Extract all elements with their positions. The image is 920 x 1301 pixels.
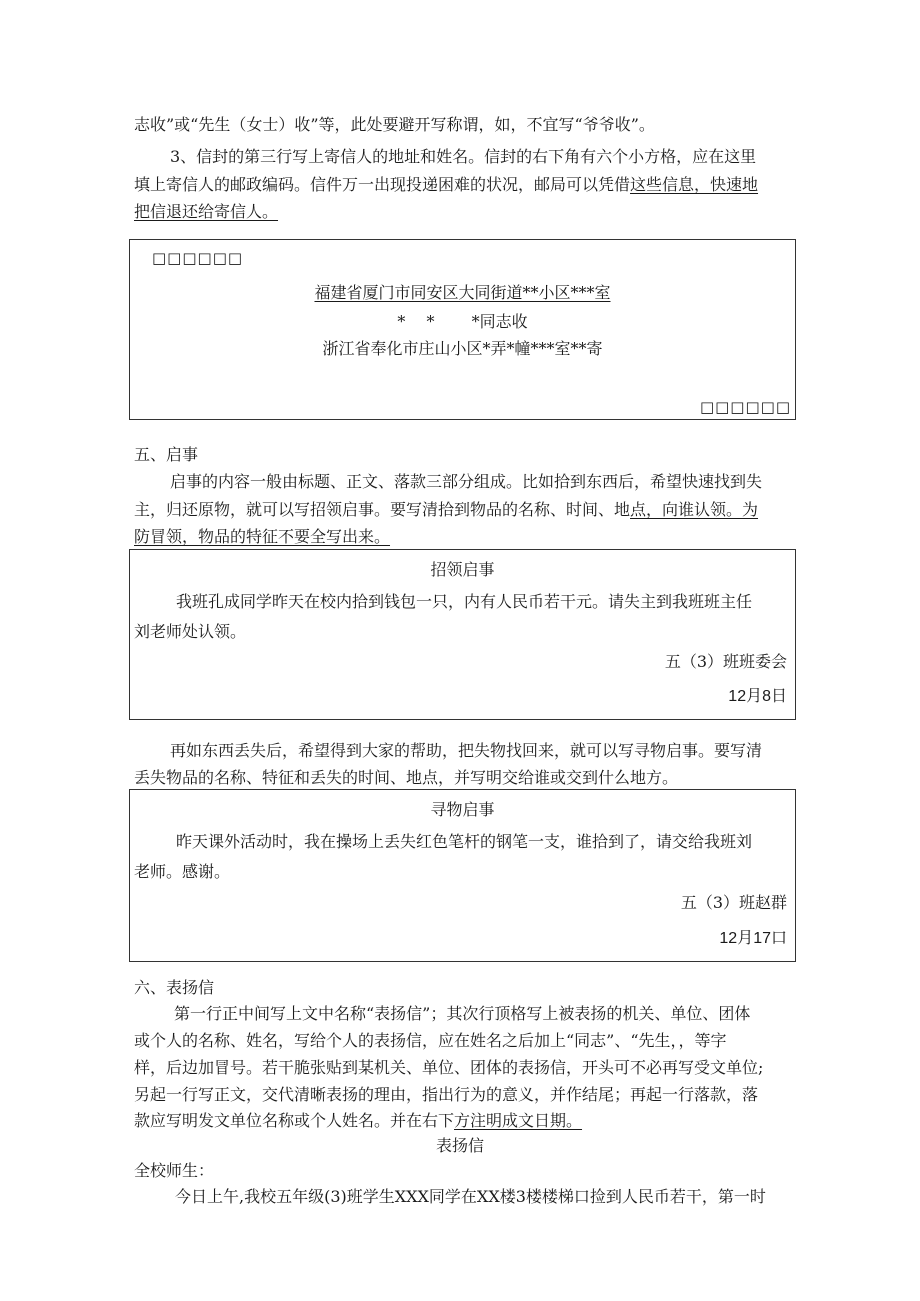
paragraph-line: 启事的内容一般由标题、正文、落款三部分组成。比如拾到东西后，希望快速找到失: [170, 472, 763, 491]
section-heading: 五、启事: [134, 445, 199, 464]
paragraph-line: 填上寄信人的邮政编码。信件万一出现投递困难的状况，邮局可以凭借这些信息，快速地: [134, 175, 759, 194]
notice-signer: 五（3）班班委会: [664, 652, 787, 671]
section-heading: 六、表扬信: [134, 978, 215, 997]
envelope-sample: [129, 239, 796, 420]
lost-found-notice: [129, 549, 796, 720]
notice-date: 12月8日: [728, 688, 787, 705]
paragraph-line: 再如东西丢失后，希望得到大家的帮助，把失物找回来，就可以写寻物启事。要写清: [170, 741, 763, 760]
notice-title: 招领启事: [430, 560, 495, 579]
lost-item-notice: [129, 789, 796, 962]
postcode-boxes-bottom: □□□□□□: [699, 398, 791, 416]
paragraph-line: 丢失物品的名称、特征和丢失的时间、地点，并写明交给谁或交到什么地方。: [134, 768, 679, 787]
letter-salutation: 全校师生：: [134, 1161, 215, 1180]
letter-body: 今日上午,我校五年级(3)班学生XXX同学在XX楼3楼楼梯口捡到人民币若干，第一时: [175, 1187, 766, 1206]
letter-title: 表扬信: [435, 1136, 484, 1155]
paragraph-line: 防冒领，物品的特征不要全写出来。: [134, 527, 391, 546]
paragraph-line: 把信退还给寄信人。: [134, 202, 279, 221]
recipient-address: 福建省厦门市同安区大同街道**小区***室: [314, 283, 611, 302]
postcode-boxes-top: □□□□□□: [152, 249, 244, 267]
paragraph-line: 或个人的名称、姓名，写给个人的表扬信，应在姓名之后加上“同志”、“先生，，等字: [134, 1031, 727, 1050]
notice-body: 刘老师处认领。: [134, 622, 247, 641]
paragraph-line: 志收”或“先生（女士）收”等，此处要避开写称谓，如，不宜写“爷爷收”。: [134, 115, 655, 134]
paragraph-line: 第一行正中间写上文中名称“表扬信”；其次行顶格写上被表扬的机关、单位、团体: [174, 1004, 751, 1023]
notice-date: 12月17口: [719, 930, 787, 947]
paragraph-line: 另起一行写正文，交代清晰表扬的理由，指出行为的意义，并作结尾；再起一行落款，落: [134, 1085, 759, 1104]
sender-address: 浙江省奉化市庄山小区*弄*幢***室**寄: [322, 339, 603, 358]
notice-body: 老师。感谢。: [134, 862, 231, 881]
recipient-name: * * *同志收: [397, 312, 528, 331]
notice-signer: 五（3）班赵群: [680, 893, 787, 912]
notice-title: 寻物启事: [430, 800, 495, 819]
paragraph-line: 款应写明发文单位名称或个人姓名。并在右下方注明成文日期。: [134, 1111, 583, 1130]
paragraph-line: 3、信封的第三行写上寄信人的地址和姓名。信封的右下角有六个小方格，应在这里: [170, 147, 757, 166]
paragraph-line: 主，归还原物，就可以写招领启事。要写清拾到物品的名称、时间、地点，向谁认领。为: [134, 500, 759, 519]
notice-body: 我班孔成同学昨天在校内拾到钱包一只，内有人民币若干元。请失主到我班班主任: [176, 592, 753, 611]
notice-body: 昨天课外活动时，我在操场上丢失红色笔杆的钢笔一支，谁拾到了，请交给我班刘: [176, 832, 753, 851]
paragraph-line: 样，后边加冒号。若干脆张贴到某机关、单位、团体的表扬信，开头可不必再写受文单位;: [134, 1058, 764, 1077]
